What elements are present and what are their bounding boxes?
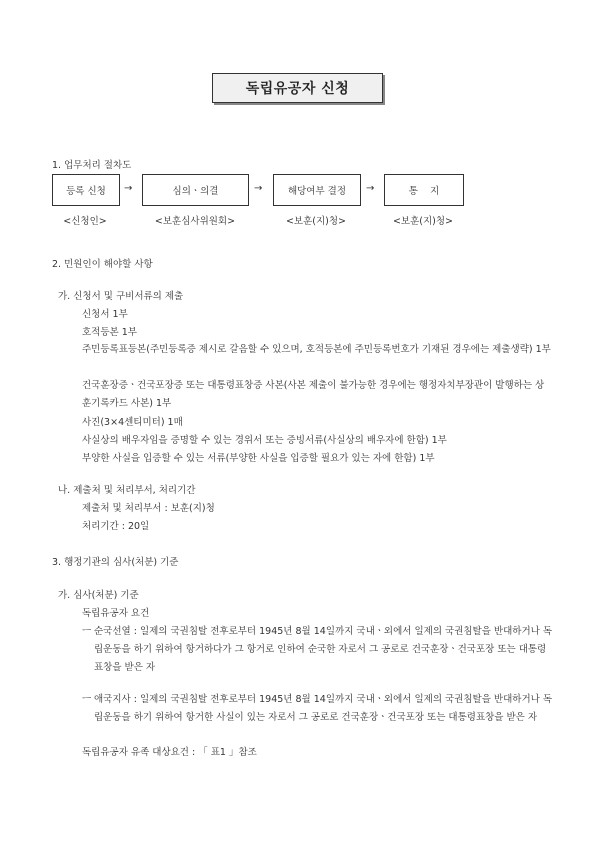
family-requirement-note: 독립유공자 유족 대상요건 : 「 표1 」참조 bbox=[82, 747, 257, 758]
flow-agency-label: <신청인> bbox=[63, 216, 107, 227]
flow-step-decision: 해당여부 결정 bbox=[273, 174, 361, 206]
period-item: 처리기간 : 20일 bbox=[82, 521, 150, 532]
document-item: 사진(3×4센티미터) 1매 bbox=[82, 417, 183, 428]
document-item: 호적등본 1부 bbox=[82, 327, 137, 338]
document-item: 부양한 사실을 입증할 수 있는 서류(부양한 사실을 입증할 필요가 있는 자에 한함) 1부 bbox=[82, 453, 435, 464]
section-1-heading: 1. 업무처리 절차도 bbox=[52, 160, 132, 171]
office-item: 제출처 및 처리부서 : 보훈(지)청 bbox=[82, 503, 215, 514]
section-3-heading: 3. 행정기관의 심사(처분) 기준 bbox=[52, 557, 179, 568]
flow-agency-label: <보훈(지)청> bbox=[285, 216, 347, 227]
flow-arrow-icon: → bbox=[254, 183, 263, 194]
flow-step-register: 등록 신청 bbox=[52, 174, 120, 206]
flow-agency-label: <보훈심사위원회> bbox=[154, 216, 236, 227]
subsection-ga-heading: 가. 신청서 및 구비서류의 제출 bbox=[58, 291, 184, 302]
subsection-ga-heading: 가. 심사(처분) 기준 bbox=[58, 590, 139, 601]
flow-arrow-icon: → bbox=[366, 183, 375, 194]
document-item: 주민등록표등본(주민등록증 제시로 갈음할 수 있으며, 호적등본에 주민등록번호가 기재된 경우에는 제출생략) 1부 bbox=[82, 344, 551, 355]
document-item: 신청서 1부 bbox=[82, 309, 128, 320]
dash-marker: ㅡ bbox=[82, 626, 92, 637]
dash-marker: ㅡ bbox=[82, 694, 92, 705]
flow-step-review: 심의ㆍ의결 bbox=[142, 174, 249, 206]
document-item: 사실상의 배우자임을 증명할 수 있는 경위서 또는 증빙서류(사실상의 배우자에 한함) 1부 bbox=[82, 435, 447, 446]
flow-agency-label: <보훈(지)청> bbox=[392, 216, 454, 227]
section-2-heading: 2. 민원인이 해야할 사항 bbox=[52, 259, 153, 270]
document-item: 건국훈장증ㆍ건국포장증 또는 대통령표창증 사본(사본 제출이 불가능한 경우에는 행정자치부장관이 발행하는 상훈기록카드 사본) 1부 bbox=[82, 380, 545, 409]
flow-step-notify: 통 지 bbox=[384, 174, 464, 206]
page-title: 독립유공자 신청 bbox=[212, 73, 383, 103]
criterion-patriot: 애국지사 : 일제의 국권침탈 전후로부터 1945년 8월 14일까지 국내ㆍ외에서 일제의 국권침탈을 반대하거나 독립운동을 하기 위하여 항거한 사실이 있는 자로서 그 공로로 건국훈장ㆍ건국포장 또는 대통령표창을 받은 자 bbox=[94, 694, 553, 723]
requirement-title: 독립유공자 요건 bbox=[82, 608, 150, 619]
flow-arrow-icon: → bbox=[124, 183, 133, 194]
subsection-na-heading: 나. 제출처 및 처리부서, 처리기간 bbox=[58, 485, 196, 496]
criterion-martyr: 순국선열 : 일제의 국권침탈 전후로부터 1945년 8월 14일까지 국내ㆍ외에서 일제의 국권침탈을 반대하거나 독립운동을 하기 위하여 항거하다가 그 항거로 인하여 순국한 자로서 그 공로로 건국훈장ㆍ건국포장 또는 대통령표창을 받은 자 bbox=[94, 626, 553, 673]
